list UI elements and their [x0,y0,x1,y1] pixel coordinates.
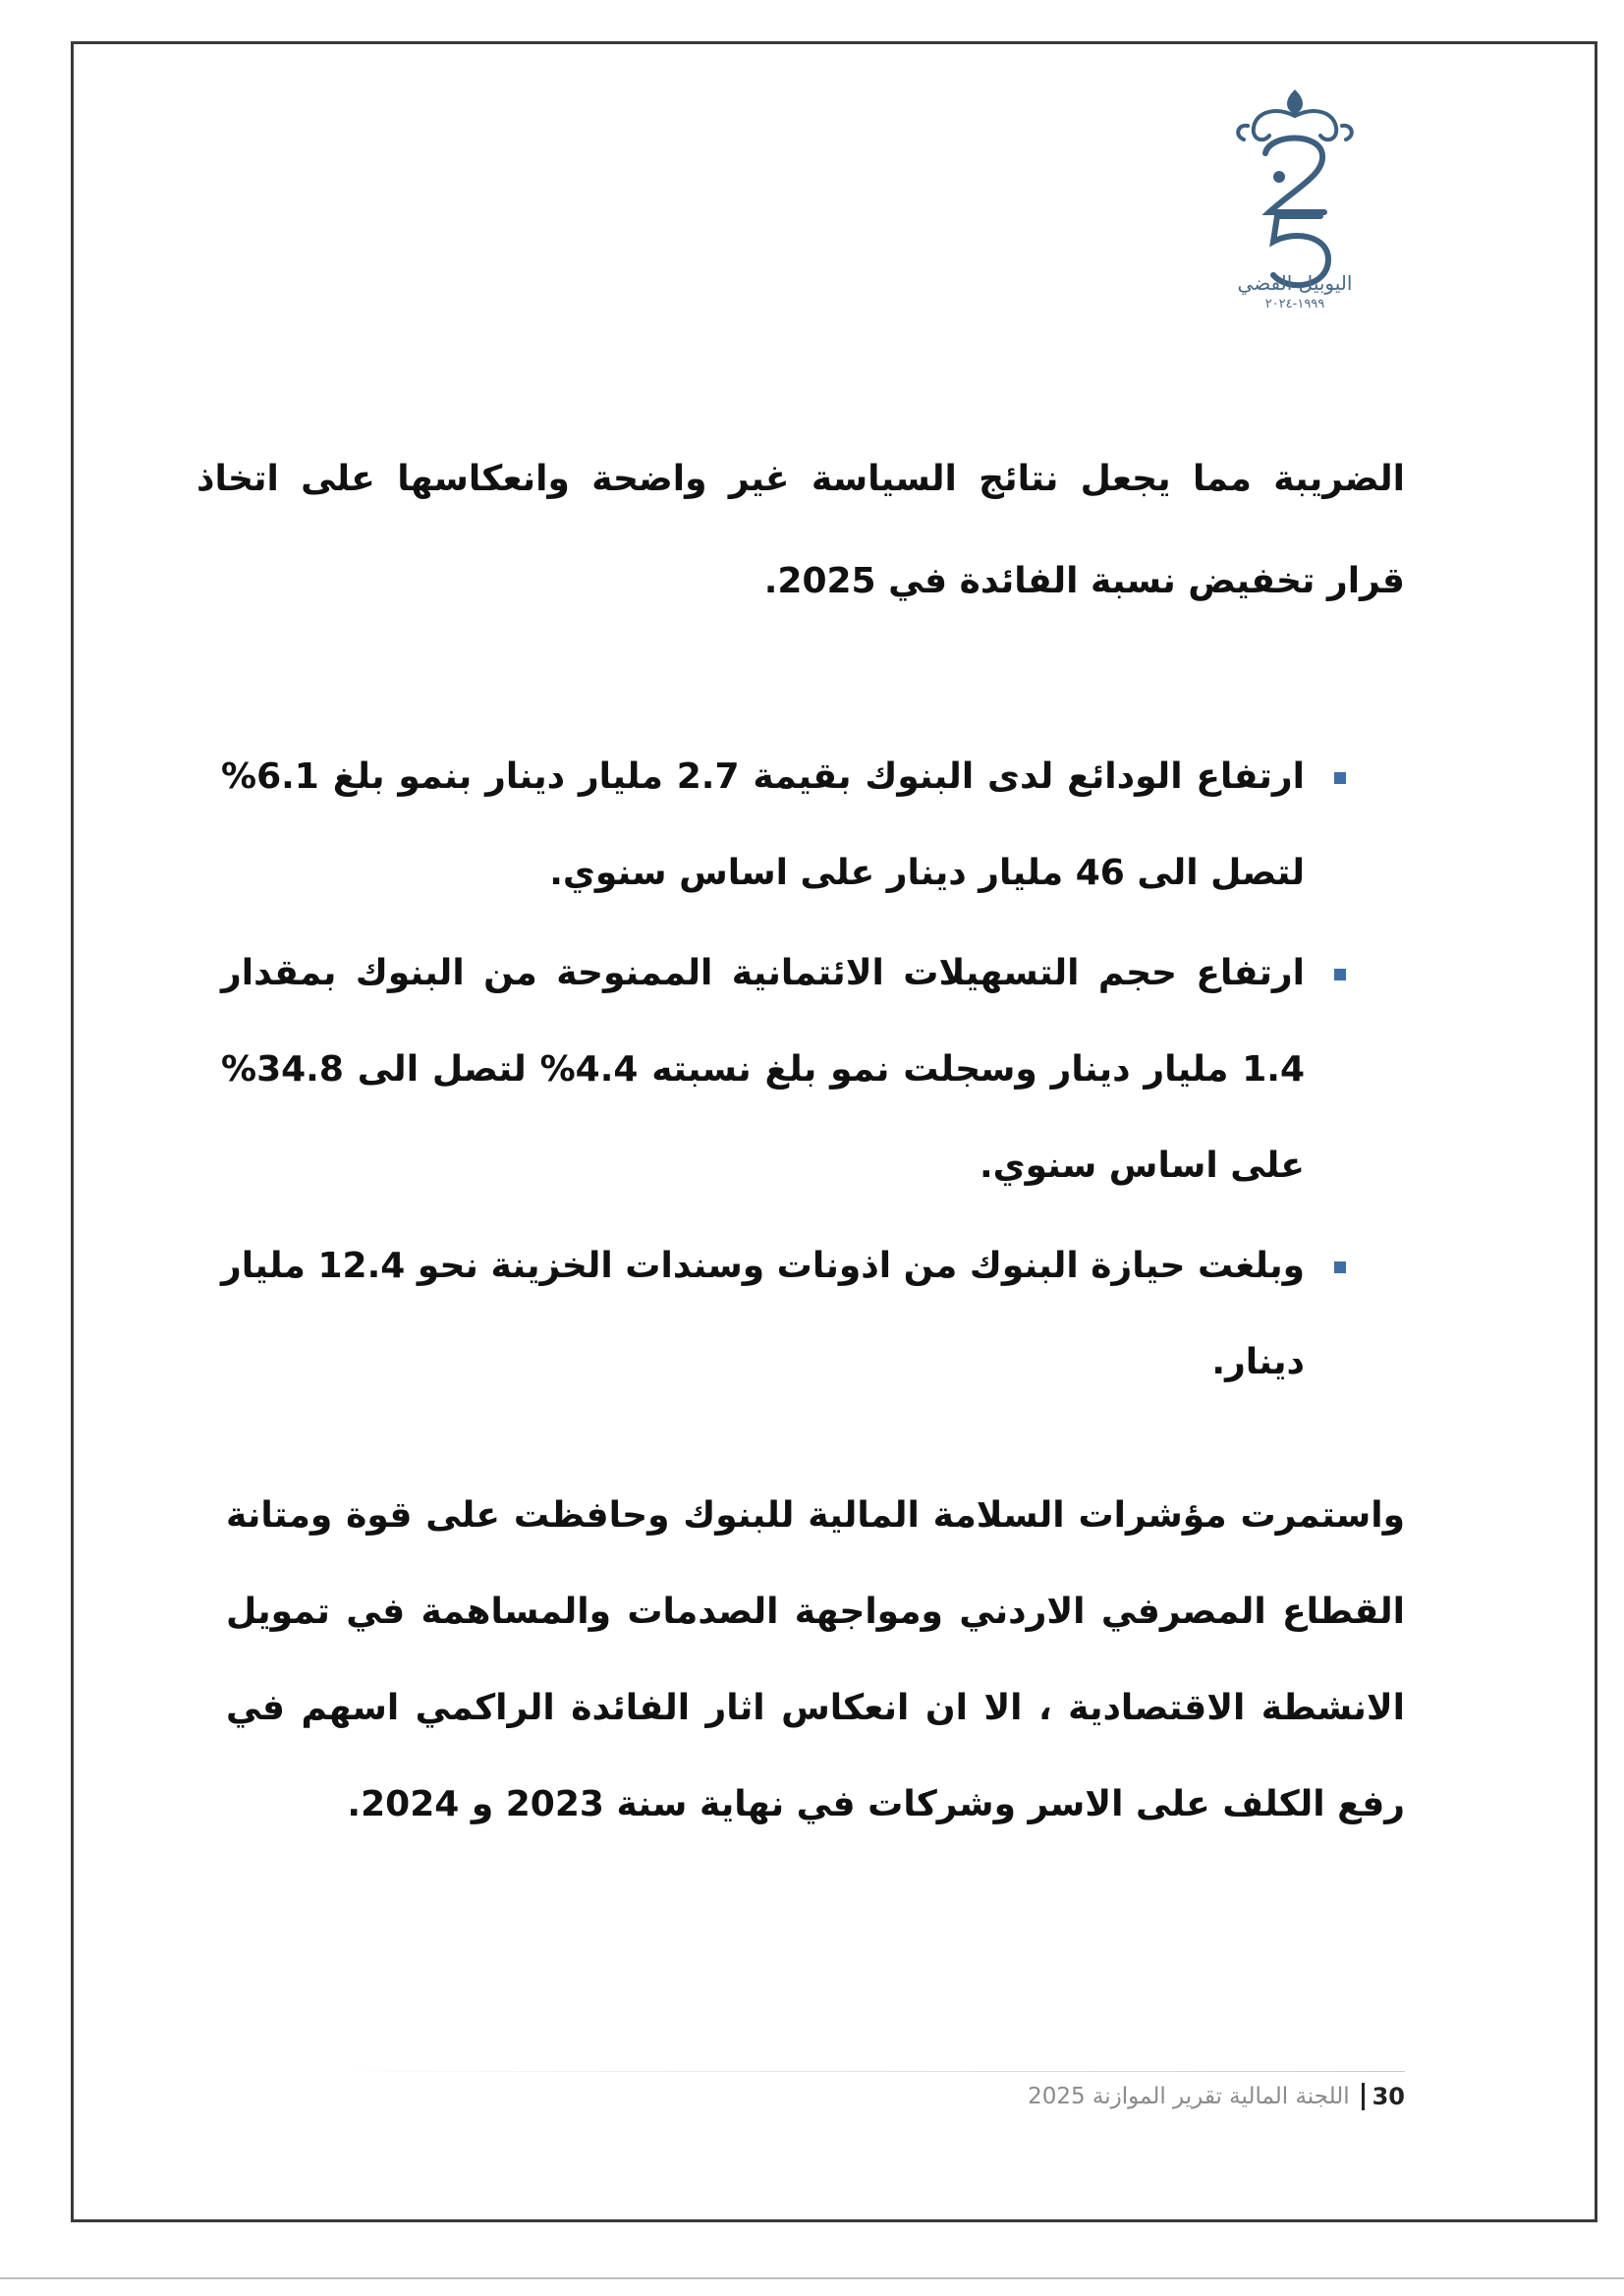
logo-years: ١٩٩٩-٢٠٢٤ [1264,297,1325,311]
footer-separator [1362,2083,1365,2110]
intro-paragraph: الضريبة مما يجعل نتائج السياسة غير واضحة وانعكاسها على اتخاذ قرار تخفيض نسبة الفائدة في 2025. [196,459,1405,601]
footer-title: اللجنة المالية تقرير الموازنة 2025 [1028,2084,1350,2109]
bullet-text: وبلغت حيازة البنوك من اذونات وسندات الخزينة نحو 12.4 مليار دينار. [221,1246,1305,1382]
square-bullet-icon [1334,1261,1346,1273]
square-bullet-icon [1334,772,1346,784]
bullet-item-deposits [221,729,1346,922]
page-number: 30 [1372,2083,1405,2110]
closing-paragraph: واستمرت مؤشرات السلامة المالية للبنوك وحافظت على قوة ومتانة القطاع المصرفي الاردني ومواجهة الصدمات والمساهمة في تمويل الانشطة الاقتصادية ، الا ان انعكاس اثار الفائدة الراكمي اسهم في رفع الكلف على الاسر وشركات في نهاية سنة 2023 و 2024. [226,1495,1405,1824]
bullet-list [221,729,1346,1415]
bullet-item-credit-facilities [221,925,1346,1214]
page-footer [747,2077,1405,2116]
silver-jubilee-logo [1226,86,1364,342]
bullet-text: ارتفاع الودائع لدى البنوك بقيمة 2.7 مليار دينار بنمو بلغ 6.1% لتصل الى 46 مليار دينار على اساس سنوي. [221,756,1305,893]
footer-rule [314,2071,1405,2072]
square-bullet-icon [1334,969,1346,980]
scan-bottom-edge [0,2277,1624,2279]
bullet-text: ارتفاع حجم التسهيلات الائتمانية الممنوحة من البنوك بمقدار 1.4 مليار دينار وسجلت نمو بلغ نسبته 4.4% لتصل الى 34.8% على اساس سنوي. [221,953,1305,1186]
logo-caption: اليوبيل الفضي [1237,271,1353,295]
bullet-item-treasury-holdings [221,1218,1346,1411]
